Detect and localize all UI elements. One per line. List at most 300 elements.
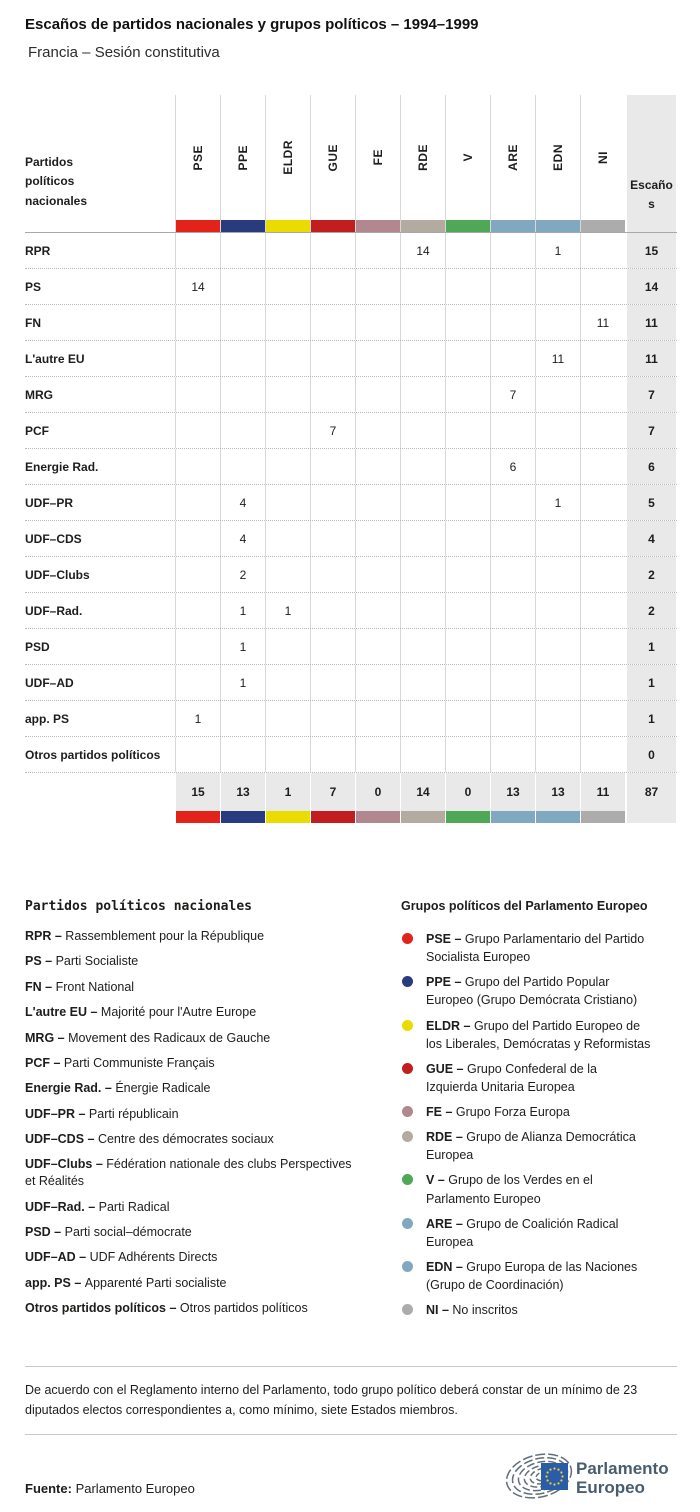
seat-cell-V [445,701,490,736]
party-legend-name: Fédération nationale des clubs Perspectives et Réalités [25,1157,352,1189]
row-total-cell: 6 [627,449,676,484]
seat-cell-FE [355,701,400,736]
color-swatch [311,811,355,823]
party-legend-code: PS – [25,954,56,969]
legends-section [25,899,677,1326]
color-swatch [221,220,265,232]
seat-cell-GUE [310,449,355,484]
party-label: FN [25,315,41,330]
color-swatch [491,811,535,823]
seat-cell-NI [580,629,625,664]
party-legend-item [25,1300,355,1317]
seat-cell-GUE [310,521,355,556]
seat-cell-V [445,377,490,412]
group-header-cell-EDN [535,95,580,220]
seat-cell-NI [580,701,625,736]
seat-cell-V [445,269,490,304]
seat-cell-ELDR [265,341,310,376]
group-total-cell-PSE: 15 [175,773,220,811]
seats-table [25,95,677,823]
seat-cell-V [445,593,490,628]
seat-cell-RDE [400,701,445,736]
group-legend-item [401,1017,677,1053]
group-color-dot-EDN [402,1261,413,1272]
group-header-label: ELDR [281,140,295,175]
group-legend-code: PPE – [426,975,465,990]
seat-cell-PSE [175,341,220,376]
political-groups-legend [401,899,677,1326]
row-total-cell: 0 [627,737,676,772]
group-legend-code: NI – [426,1303,453,1318]
group-legend-item [401,1171,677,1207]
party-legend-item [25,1131,355,1148]
seat-cell-FE [355,557,400,592]
seat-cell-PPE: 2 [220,557,265,592]
party-legend-item [25,1275,355,1292]
party-label: Energie Rad. [25,459,99,474]
seat-cell-PSE [175,521,220,556]
european-parliament-logo [505,1445,677,1512]
table-row [25,557,677,593]
group-header-label: ARE [506,144,520,171]
color-swatch [446,811,490,823]
seat-cell-NI [580,593,625,628]
seat-cell-PPE [220,413,265,448]
page-subtitle: Francia – Sesión constitutiva [28,44,220,61]
seat-cell-V [445,413,490,448]
seat-cell-NI [580,737,625,772]
seat-cell-RDE [400,449,445,484]
seat-cell-GUE [310,557,355,592]
party-legend-name: Parti Socialiste [55,954,139,969]
seat-cell-ARE [490,665,535,700]
color-swatch [581,220,625,232]
seat-cell-FE [355,449,400,484]
row-total-cell: 11 [627,305,676,340]
group-legend-item [401,973,677,1009]
seat-cell-FE [355,665,400,700]
national-parties-legend-heading: Partidos políticos nacionales [25,899,252,914]
seat-cell-ARE [490,305,535,340]
table-row [25,377,677,413]
group-legend-text [426,1215,651,1251]
group-color-bar-bottom-EDN [535,811,580,823]
party-legend-code: UDF–AD – [25,1250,90,1265]
seat-cell-ELDR [265,629,310,664]
party-legend-name: Majorité pour l'Autre Europe [100,1005,257,1020]
seat-cell-EDN [535,521,580,556]
seats-header-cell [627,95,676,220]
group-legend-text [426,1128,651,1164]
group-color-bar-EDN [535,220,580,232]
group-header-cell-RDE [400,95,445,220]
group-color-dot-V [402,1174,413,1185]
color-swatch [491,220,535,232]
seat-cell-PSE [175,737,220,772]
party-label: UDF–Rad. [25,603,83,618]
seat-cell-PPE: 4 [220,521,265,556]
group-header-label: PSE [191,144,205,171]
seat-cell-NI [580,377,625,412]
group-legend-code: FE – [426,1105,456,1119]
row-total-cell: 1 [627,665,676,700]
table-row [25,305,677,341]
group-legend-name: Grupo Parlamentario del Partido Socialista Europeo [426,932,645,965]
seat-cell-EDN [535,737,580,772]
source-label: Fuente: [25,1481,72,1497]
seat-cell-NI [580,485,625,520]
group-legend-text [426,1103,570,1121]
group-legend-item [401,1258,677,1294]
seat-cell-FE [355,305,400,340]
seat-cell-RDE [400,305,445,340]
seat-cell-NI [580,521,625,556]
seat-cell-RDE [400,341,445,376]
table-body [25,233,677,773]
seat-cell-RDE [400,629,445,664]
color-swatch [401,811,445,823]
group-legend-item [401,1301,677,1319]
infographic-page [0,16,700,1512]
source-value: Parlamento Europeo [75,1481,195,1497]
group-color-bar-bottom-RDE [400,811,445,823]
seat-cell-GUE [310,665,355,700]
group-header-cell-V [445,95,490,220]
seat-cell-ARE [490,413,535,448]
table-row [25,449,677,485]
seat-cell-PSE [175,377,220,412]
party-label: PCF [25,423,49,438]
seat-cell-EDN: 11 [535,341,580,376]
color-swatch [581,811,625,823]
table-row [25,665,677,701]
seat-cell-ARE [490,485,535,520]
group-legend-text [426,930,651,966]
seat-cell-ARE: 6 [490,449,535,484]
seat-cell-FE [355,377,400,412]
group-color-dot-PPE [402,976,413,987]
seat-cell-PPE [220,305,265,340]
seat-cell-PSE [175,485,220,520]
table-row [25,485,677,521]
seat-cell-FE [355,233,400,268]
seat-cell-V [445,449,490,484]
color-swatch [176,220,220,232]
color-swatch [401,220,445,232]
group-legend-text [426,973,651,1009]
group-color-bar-bottom-FE [355,811,400,823]
group-color-bar-bottom-NI [580,811,625,823]
group-legend-text [426,1017,651,1053]
group-color-bar-ELDR [265,220,310,232]
seat-cell-RDE [400,665,445,700]
table-row [25,629,677,665]
seats-header-bar-filler [627,220,676,232]
party-legend-item [25,1106,355,1123]
seat-cell-FE [355,269,400,304]
seat-cell-PSE [175,593,220,628]
source-text [25,1481,195,1496]
party-legend-item [25,1224,355,1241]
group-legend-name: Grupo Confederal de la Izquierda Unitaria Europea [426,1061,597,1094]
party-legend-code: app. PS – [25,1275,85,1290]
group-legend-item [401,1103,677,1121]
party-label: PS [25,279,42,294]
party-legend-name: Front National [55,979,135,994]
seat-cell-EDN [535,593,580,628]
group-color-bar-bottom-ELDR [265,811,310,823]
seat-cell-NI [580,269,625,304]
seat-cell-GUE [310,269,355,304]
group-color-bar-GUE [310,220,355,232]
seat-cell-PSE [175,557,220,592]
seat-cell-V [445,557,490,592]
party-legend-name: Parti social–démocrate [64,1225,192,1239]
party-label: UDF–PR [25,495,74,510]
party-legend-code: Energie Rad. – [25,1081,116,1096]
seat-cell-PPE: 1 [220,629,265,664]
group-legend-name: Grupo Europa de las Naciones (Grupo de Coordinación) [426,1259,638,1292]
group-total-cell-NI: 11 [580,773,625,811]
seat-cell-V [445,665,490,700]
party-label: PSD [25,639,50,654]
party-legend-item [25,1249,355,1266]
seat-cell-PSE: 1 [175,701,220,736]
color-swatch [446,220,490,232]
seat-cell-FE [355,737,400,772]
table-row [25,701,677,737]
party-legend-item [25,928,355,945]
seat-cell-GUE [310,629,355,664]
party-legend-item [25,1030,355,1047]
group-legend-code: ARE – [426,1216,467,1231]
seat-cell-ARE: 7 [490,377,535,412]
row-total-cell: 1 [627,629,676,664]
seat-cell-ARE [490,629,535,664]
group-color-dot-PSE [402,933,413,944]
row-total-cell: 7 [627,413,676,448]
seat-cell-RDE [400,377,445,412]
group-header-label: V [461,153,475,162]
group-color-dot-ARE [402,1218,413,1229]
row-total-cell: 2 [627,557,676,592]
seat-cell-NI [580,233,625,268]
table-row [25,269,677,305]
seat-cell-ELDR [265,701,310,736]
seats-total-bar-filler [627,811,676,823]
group-legend-item [401,1215,677,1251]
divider-bottom [25,1434,677,1435]
party-legend-name: Parti républicain [88,1106,179,1121]
logo-wordmark-line2: Europeo [576,1478,645,1498]
color-swatch [536,811,580,823]
seat-cell-PPE [220,449,265,484]
source-row [25,1443,677,1512]
group-legend-text [426,1171,651,1207]
seats-header-label: Escaños [630,177,673,211]
seat-cell-GUE [310,737,355,772]
party-legend-item [25,1156,355,1190]
seat-cell-PPE [220,269,265,304]
group-header-cell-ELDR [265,95,310,220]
group-color-bar-bottom-GUE [310,811,355,823]
party-legend-code: UDF–Rad. – [25,1199,99,1214]
seat-cell-PSE: 14 [175,269,220,304]
party-legend-name: Parti Radical [98,1199,170,1214]
group-header-cell-NI [580,95,625,220]
color-swatch [221,811,265,823]
row-header-cell [25,95,175,220]
seat-cell-PSE [175,233,220,268]
seat-cell-EDN [535,665,580,700]
group-legend-name: Grupo de Coalición Radical Europea [426,1216,619,1249]
seat-cell-RDE: 14 [400,233,445,268]
seat-cell-ARE [490,521,535,556]
seat-cell-EDN [535,269,580,304]
seat-cell-PPE: 4 [220,485,265,520]
seat-cell-ELDR: 1 [265,593,310,628]
party-legend-name: Apparenté Parti socialiste [84,1275,227,1290]
seat-cell-RDE [400,485,445,520]
seat-cell-RDE [400,557,445,592]
page-title: Escaños de partidos nacionales y grupos políticos – 1994–1999 [25,16,479,33]
party-label: UDF–AD [25,675,74,690]
seat-cell-FE [355,413,400,448]
seat-cell-V [445,305,490,340]
row-header-label: Partidos políticos nacionales [25,154,88,209]
seat-cell-PPE [220,341,265,376]
table-row [25,593,677,629]
seat-cell-EDN [535,305,580,340]
party-legend-name: Rassemblement pour la République [65,929,265,943]
seat-cell-EDN [535,377,580,412]
seat-cell-ELDR [265,233,310,268]
seat-cell-PSE [175,629,220,664]
seat-cell-EDN [535,449,580,484]
group-total-cell-ELDR: 1 [265,773,310,811]
party-legend-name: Otros partidos políticos [179,1301,308,1316]
group-legend-code: V – [426,1173,449,1188]
party-legend-code: UDF–CDS – [25,1132,98,1146]
seat-cell-EDN [535,629,580,664]
seat-cell-FE [355,521,400,556]
group-legend-code: PSE – [426,932,465,946]
table-row [25,737,677,773]
eu-flag-icon [541,1463,568,1490]
grand-total-cell: 87 [627,773,676,811]
party-label: UDF–CDS [25,531,82,546]
seat-cell-ELDR [265,485,310,520]
row-total-cell: 4 [627,521,676,556]
party-legend-item [25,1080,355,1097]
group-color-dot-FE [402,1106,413,1117]
group-header-label: GUE [326,143,340,172]
color-swatch [536,220,580,232]
party-legend-name: Centre des démocrates sociaux [97,1132,274,1146]
party-legend-name: Movement des Radicaux de Gauche [68,1030,271,1045]
color-swatch [176,811,220,823]
totals-row [25,773,677,811]
table-header-row [25,95,677,220]
seat-cell-PSE [175,305,220,340]
seat-cell-PPE: 1 [220,665,265,700]
party-legend-code: MRG – [25,1030,69,1045]
seat-cell-EDN [535,701,580,736]
group-color-bar-V [445,220,490,232]
group-header-label: RDE [416,144,430,171]
group-total-cell-FE: 0 [355,773,400,811]
party-legend-item [25,1199,355,1216]
seat-cell-GUE [310,233,355,268]
logo-wordmark-line1: Parlamento [576,1459,669,1479]
party-legend-code: PCF – [25,1055,64,1070]
group-header-label: FE [371,149,385,166]
table-row [25,521,677,557]
national-parties-legend [25,899,401,1326]
seat-cell-NI [580,449,625,484]
seat-cell-PPE [220,233,265,268]
seat-cell-PSE [175,449,220,484]
seat-cell-GUE [310,377,355,412]
seat-cell-GUE: 7 [310,413,355,448]
party-legend-name: Parti Communiste Français [63,1055,215,1070]
party-label: MRG [25,387,53,402]
footnote-text: De acuerdo con el Reglamento interno del Parlamento, todo grupo político deberá constar de un mínimo de 23 diputados electos correspondientes a, como mínimo, siete Estados miembros. [25,1383,638,1418]
seat-cell-RDE [400,521,445,556]
party-legend-code: PSD – [25,1225,65,1239]
group-legend-name: Grupo Forza Europa [455,1105,570,1119]
seat-cell-GUE [310,341,355,376]
group-color-dot-NI [402,1304,413,1315]
group-legend-name: Grupo del Partido Popular Europeo (Grupo Demócrata Cristiano) [426,975,638,1008]
row-total-cell: 1 [627,701,676,736]
group-color-bar-bottom-PPE [220,811,265,823]
color-swatch [311,220,355,232]
seat-cell-RDE [400,737,445,772]
party-label: L'autre EU [25,351,85,366]
group-total-cell-PPE: 13 [220,773,265,811]
seat-cell-PPE [220,737,265,772]
group-color-bar-row-bottom [25,811,677,823]
seat-cell-GUE [310,701,355,736]
group-color-bar-FE [355,220,400,232]
seat-cell-V [445,485,490,520]
seat-cell-NI [580,665,625,700]
group-color-dot-RDE [402,1131,413,1142]
party-legend-name: Énergie Radicale [115,1081,211,1096]
group-total-cell-V: 0 [445,773,490,811]
group-header-label: EDN [551,144,565,171]
seat-cell-NI [580,341,625,376]
group-color-bar-NI [580,220,625,232]
party-label: UDF–Clubs [25,567,90,582]
seat-cell-EDN: 1 [535,485,580,520]
party-legend-code: RPR – [25,929,66,943]
seat-cell-EDN [535,413,580,448]
seat-cell-RDE [400,269,445,304]
table-row [25,413,677,449]
seat-cell-ELDR [265,521,310,556]
seat-cell-V [445,737,490,772]
seat-cell-RDE [400,593,445,628]
group-header-cell-PPE [220,95,265,220]
party-legend-item [25,979,355,996]
group-legend-item [401,1128,677,1164]
group-color-bar-ARE [490,220,535,232]
seat-cell-GUE [310,485,355,520]
group-color-bar-PPE [220,220,265,232]
seat-cell-ARE [490,233,535,268]
